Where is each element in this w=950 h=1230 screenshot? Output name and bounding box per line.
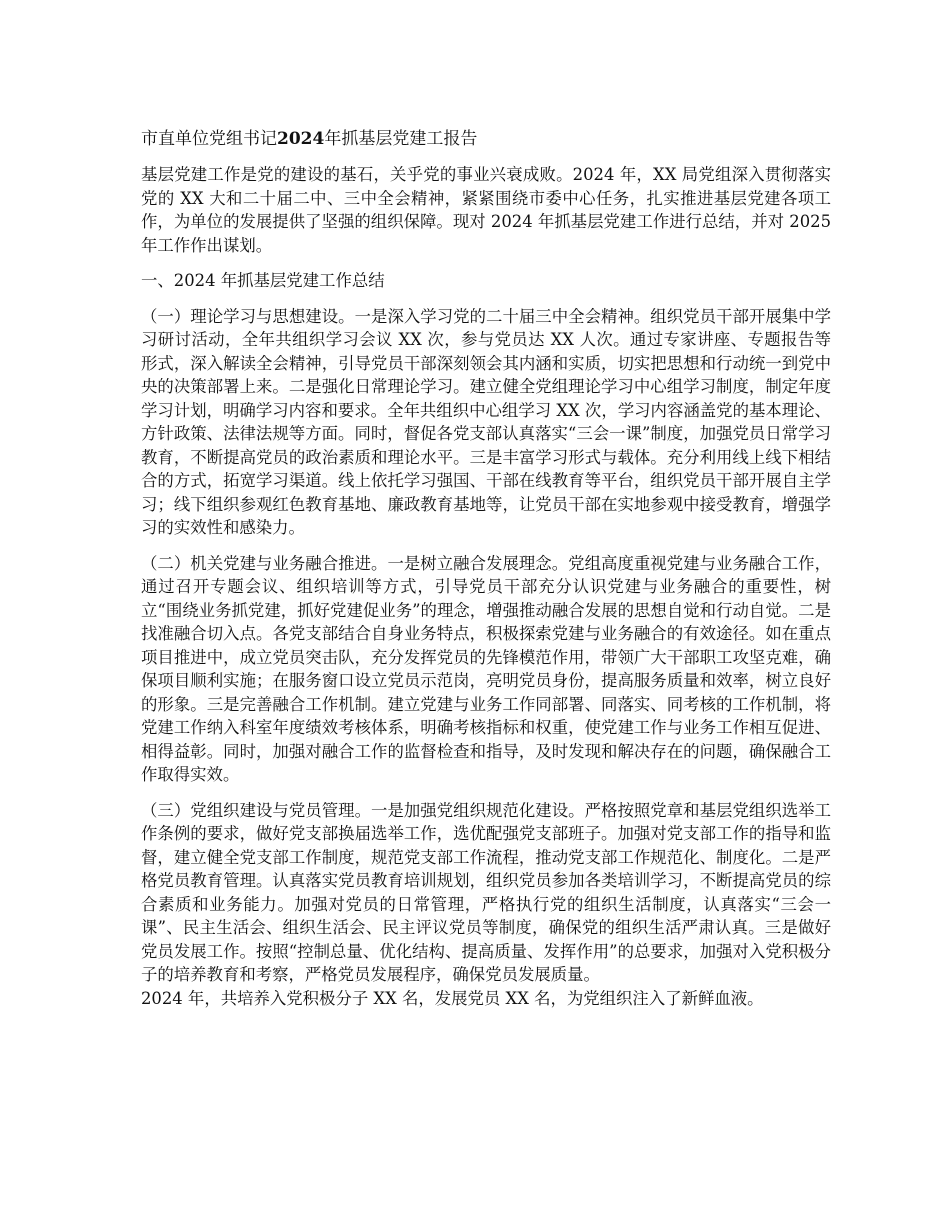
- document-title: [141, 127, 831, 151]
- document-page: [141, 127, 831, 1022]
- title-year: 2024: [277, 129, 325, 149]
- title-suffix: 年抓基层党建工报告: [324, 129, 478, 149]
- section-heading-1: 一、2024 年抓基层党建工作总结: [141, 271, 385, 290]
- paragraph-party-organization: （三）党组织建设与党员管理。一是加强党组织规范化建设。严格按照党章和基层党组织选举工作条例的要求，做好党支部换届选举工作，选优配强党支部班子。加强对党支部工作的指导和监督，建立健全党支部工作制度，规范党支部工作流程，推动党支部工作规范化、制度化。二是严格党员教育管理。认真落实党员教育培训规划，组织党员参加各类培训学习，不断提高党员的综合素质和业务能力。加强对党员的日常管理，严格执行党的组织生活制度，认真落实“三会一课”、民主生活会、组织生活会、民主评议党员等制度，确保党的组织生活严肃认真。三是做好党员发展工作。按照“控制总量、优化结构、提高质量、发挥作用”的总要求，加强对入党积极分子的培养教育和考察，严格党员发展程序，确保党员发展质量。: [141, 800, 831, 984]
- paragraph-party-business-integration: （二）机关党建与业务融合推进。一是树立融合发展理念。党组高度重视党建与业务融合工作，通过召开专题会议、组织培训等方式，引导党员干部充分认识党建与业务融合的重要性，树立“围绕业务抓党建，抓好党建促业务”的理念，增强推动融合发展的思想自觉和行动自觉。二是找准融合切入点。各党支部结合自身业务特点，积极探索党建与业务融合的有效途径。如在重点项目推进中，成立党员突击队，充分发挥党员的先锋模范作用，带领广大干部职工攻坚克难，确保项目顺利实施；在服务窗口设立党员示范岗，亮明党员身份，提高服务质量和效率，树立良好的形象。三是完善融合工作机制。建立党建与业务工作同部署、同落实、同考核的工作机制，将党建工作纳入科室年度绩效考核体系，明确考核指标和权重，使党建工作与业务工作相互促进、相得益彰。同时，加强对融合工作的监督检查和指导，及时发现和解决存在的问题，确保融合工作取得实效。: [141, 553, 831, 784]
- intro-paragraph: 基层党建工作是党的建设的基石，关乎党的事业兴衰成败。2024 年，XX 局党组深入贯彻落实党的 XX 大和二十届二中、三中全会精神，紧紧围绕市委中心任务，扎实推进基层党建各项工作，为单位的发展提供了坚强的组织保障。现对 2024 年抓基层党建工作进行总结，并对 2025 年工作作出谋划。: [141, 165, 831, 255]
- paragraph-theory-study: （一）理论学习与思想建设。一是深入学习党的二十届三中全会精神。组织党员干部开展集中学习研讨活动，全年共组织学习会议 XX 次，参与党员达 XX 人次。通过专家讲座、专题报告等形式，深入解读全会精神，引导党员干部深刻领会其内涵和实质，切实把思想和行动统一到党中央的决策部署上来。二是强化日常理论学习。建立健全党组理论学习中心组学习制度，制定年度学习计划，明确学习内容和要求。全年共组织中心组学习 XX 次，学习内容涵盖党的基本理论、方针政策、法律法规等方面。同时，督促各党支部认真落实“三会一课”制度，加强党员日常学习教育，不断提高党员的政治素质和理论水平。三是丰富学习形式与载体。充分利用线上线下相结合的方式，拓宽学习渠道。线上依托学习强国、干部在线教育等平台，组织党员干部开展自主学习；线下组织参观红色教育基地、廉政教育基地等，让党员干部在实地参观中接受教育，增强学习的实效性和感染力。: [141, 306, 831, 537]
- title-prefix: 市直单位党组书记: [141, 129, 277, 149]
- paragraph-party-organization-tail: 2024 年，共培养入党积极分子 XX 名，发展党员 XX 名，为党组织注入了新鲜血液。: [141, 988, 764, 1008]
